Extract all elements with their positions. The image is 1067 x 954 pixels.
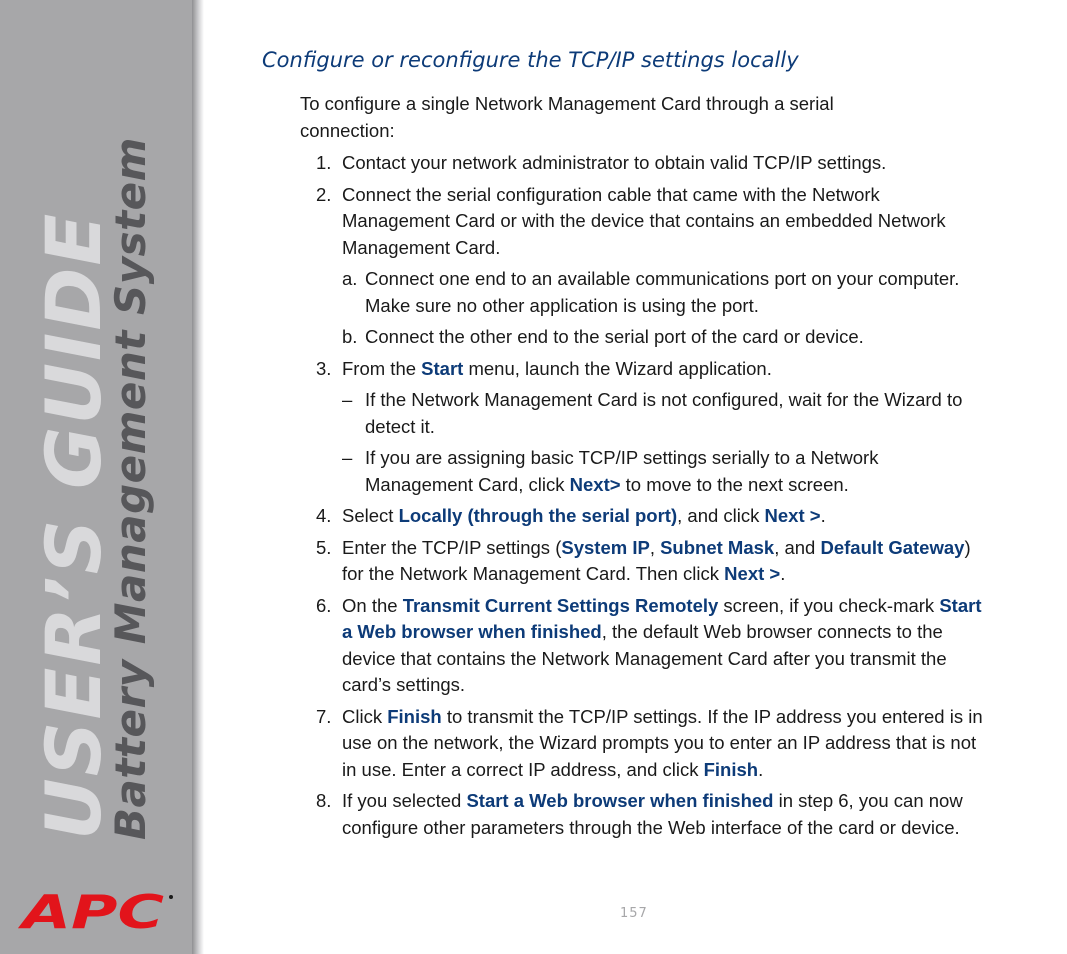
step-text: Select xyxy=(342,505,399,526)
page-number: 157 xyxy=(620,906,648,921)
sub-step-text: If the Network Management Card is not configured, wait for the Wizard to detect it. xyxy=(365,389,963,437)
ui-term: Next> xyxy=(569,473,621,495)
step-item xyxy=(300,788,990,841)
sub-step-item xyxy=(300,266,990,319)
step-number: 5. xyxy=(316,536,332,558)
ui-term: Finish xyxy=(703,758,759,780)
step-text: , and xyxy=(774,536,821,558)
step-text: Enter the TCP/IP settings ( xyxy=(342,536,562,558)
step-text: screen, if you check-mark xyxy=(718,594,940,616)
step-item xyxy=(300,150,990,177)
sub-step-marker: b. xyxy=(342,326,358,347)
steps-list xyxy=(300,150,990,841)
intro-paragraph: To configure a single Network Management Card through a serial connection: xyxy=(300,93,834,141)
step-text: . xyxy=(758,758,764,780)
step-number: 7. xyxy=(316,705,332,727)
step-number: 8. xyxy=(316,790,332,811)
step-item xyxy=(300,356,990,383)
step-text: , and click xyxy=(677,505,765,526)
ui-term: Transmit Current Settings Remotely xyxy=(402,594,719,616)
step-text: to move to the next screen. xyxy=(620,473,849,495)
content-body xyxy=(300,91,990,846)
step-item xyxy=(300,535,990,588)
step-text: On the xyxy=(342,594,403,616)
ui-term: Next > xyxy=(764,505,821,526)
sub-step-item xyxy=(300,445,990,498)
ui-term: Locally (through the serial port) xyxy=(398,505,678,526)
ui-term: Start a Web browser when finished xyxy=(466,790,774,811)
step-item xyxy=(300,593,990,699)
step-text: . xyxy=(780,563,786,584)
step-number: 2. xyxy=(316,183,332,205)
sub-step-item xyxy=(300,387,990,440)
apc-logo xyxy=(18,888,176,932)
step-number: 1. xyxy=(316,152,332,173)
sub-step-marker: a. xyxy=(342,268,358,289)
sub-step-item xyxy=(300,324,990,351)
svg-text:APC: APC xyxy=(18,888,165,932)
ui-term: System IP xyxy=(561,536,650,558)
step-text: If you are assigning basic TCP/IP settings serially to a Network Management Card, click xyxy=(365,447,879,495)
step-text: Connect the serial configuration cable that came with the Network Management Card or with the device that contains an embedded Network Management Card. xyxy=(342,183,946,258)
step-text: to transmit the TCP/IP settings. If the IP address you entered is in use on the network, the Wizard prompts you to enter an IP address that is not in use. Enter a correct IP address, and click xyxy=(342,705,983,780)
step-text: Click xyxy=(342,705,388,727)
ui-term: Start xyxy=(421,357,464,379)
step-item xyxy=(300,182,990,262)
sub-step-marker: – xyxy=(342,447,353,468)
sidebar-shadow xyxy=(192,0,204,954)
ui-term: Subnet Mask xyxy=(660,536,775,558)
step-item xyxy=(300,704,990,784)
step-text: . xyxy=(820,505,826,526)
product-name-text: Battery Management System xyxy=(106,137,155,840)
step-text: , the default Web browser connects to the device that contains the Network Management Card after you transmit the card’s settings. xyxy=(342,621,947,695)
step-text: in step 6, you can now configure other parameters through the Web interface of the card or device. xyxy=(342,790,963,838)
step-text: Contact your network administrator to obtain valid TCP/IP settings. xyxy=(342,152,887,173)
ui-term: Next > xyxy=(724,563,781,584)
section-title: Configure or reconfigure the TCP/IP settings locally xyxy=(262,48,799,72)
step-text: ) for the Network Management Card. Then click xyxy=(342,536,971,584)
users-guide-text: USER’S GUIDE xyxy=(29,211,118,840)
sub-step-text: Connect the other end to the serial port of the card or device. xyxy=(365,326,864,347)
step-text: From the xyxy=(342,357,422,379)
step-number: 4. xyxy=(316,505,332,526)
step-item xyxy=(300,503,990,530)
step-text: If you selected xyxy=(342,790,467,811)
ui-term: Finish xyxy=(387,705,442,727)
ui-term: Start a Web browser when finished xyxy=(342,594,982,642)
step-text: , xyxy=(649,536,661,558)
ui-term: Default Gateway xyxy=(820,536,965,558)
step-number: 6. xyxy=(316,594,332,616)
sub-step-marker: – xyxy=(342,389,353,410)
step-number: 3. xyxy=(316,357,332,379)
sub-step-text: Connect one end to an available communications port on your computer. Make sure no other application is using the port. xyxy=(365,268,960,316)
step-text: menu, launch the Wizard application. xyxy=(463,357,772,379)
